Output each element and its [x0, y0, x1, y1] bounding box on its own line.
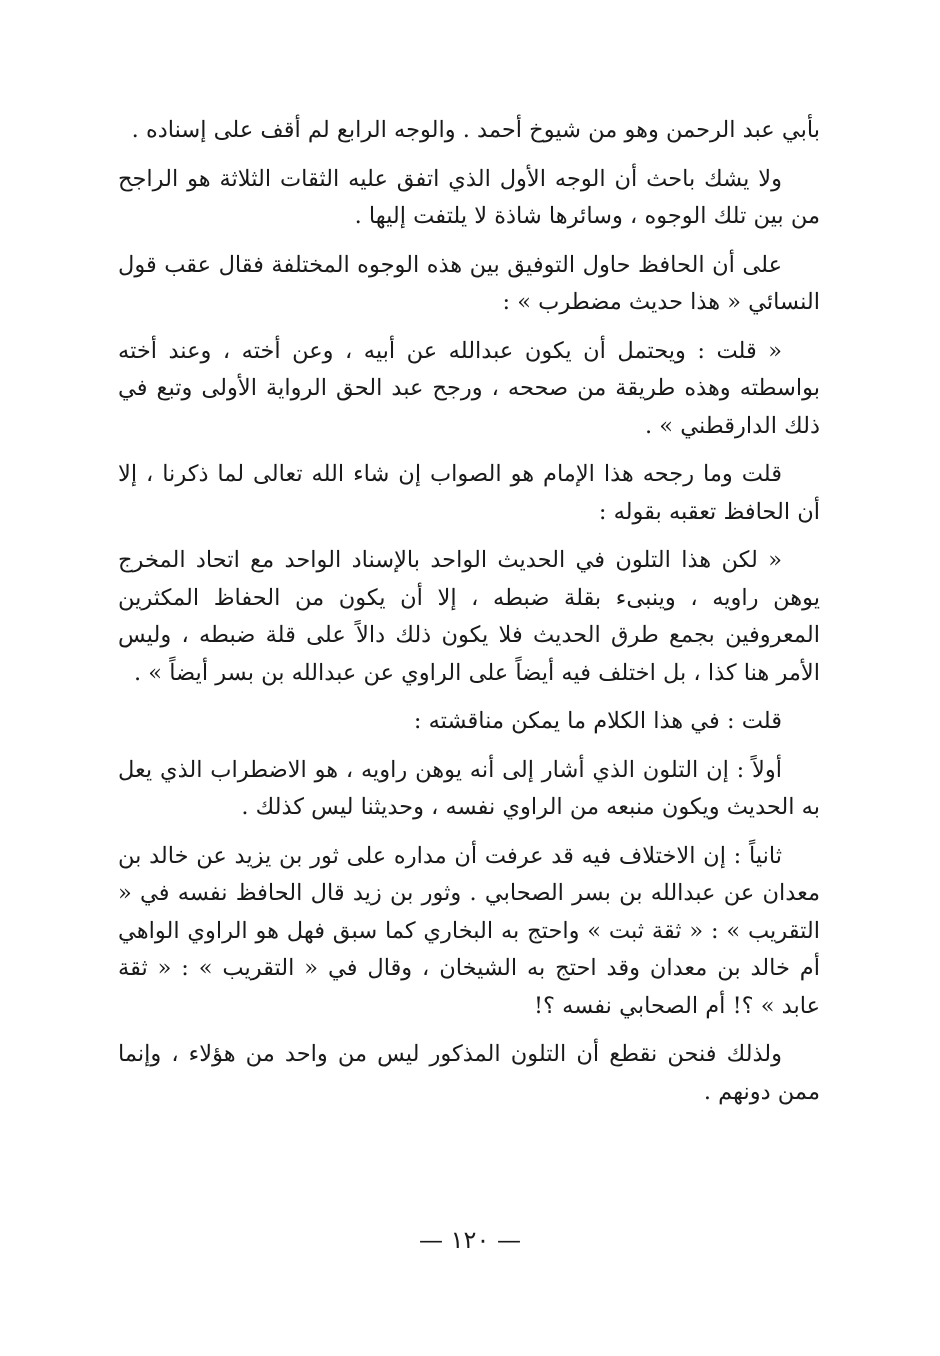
paragraph: قلت وما رجحه هذا الإمام هو الصواب إن شاء الله تعالى لما ذكرنا ، إلا أن الحافظ تعقبه بقوله :: [118, 461, 820, 525]
paragraph-continuation: بأبي عبد الرحمن وهو من شيوخ أحمد . والوجه الرابع لم أقف على إسناده .: [131, 117, 820, 143]
paragraph: ثانياً : إن الاختلاف فيه قد عرفت أن مداره على ثور بن يزيد عن خالد بن معدان عن عبدالله بن بسر الصحابي . وثور بن زيد قال الحافظ نفسه في « التقريب » : « ثقة ثبت » واحتج به البخاري كما سبق فهل هو الراوي الواهي أم خالد بن معدان وقد احتج به الشيخان ، وقال في « التقريب » : « ثقة عابد » ؟! أم الصحابي نفسه ؟!: [118, 842, 820, 1019]
page-number: — ١٢٠ —: [419, 1226, 521, 1254]
paragraph: على أن الحافظ حاول التوفيق بين هذه الوجوه المختلفة فقال عقب قول النسائي « هذا حديث مضطرب » :: [118, 251, 820, 315]
paragraph: ولا يشك باحث أن الوجه الأول الذي اتفق عليه الثقات الثلاثة هو الراجح من بين تلك الوجوه ، وسائرها شاذة لا يلتفت إليها .: [118, 165, 820, 229]
paragraph: قلت : في هذا الكلام ما يمكن مناقشته :: [413, 708, 782, 734]
paragraph: أولاً : إن التلون الذي أشار إلى أنه يوهن راويه ، هو الاضطراب الذي يعل به الحديث ويكون منبعه من الراوي نفسه ، وحديثنا ليس كذلك .: [118, 756, 820, 820]
quoted-paragraph: « لكن هذا التلون في الحديث الواحد بالإسناد الواحد مع اتحاد المخرج يوهن راويه ، وينبىء بقلة ضبطه ، إلا أن يكون من الحفاظ المكثرين المعروفين بجمع طرق الحديث فلا يكون ذلك دالاً على قلة ضبطه ، وليس الأمر هنا كذا ، بل اختلف فيه أيضاً على الراوي عن عبدالله بن بسر أيضاً » .: [118, 547, 820, 686]
quoted-paragraph: « قلت : ويحتمل أن يكون عبدالله عن أبيه ، وعن أخته ، وعند أخته بواسطته وهذه طريقة من صححه ، ورجح عبد الحق الرواية الأولى وتبع في ذلك الدارقطني » .: [118, 337, 820, 439]
paragraph: ولذلك فنحن نقطع أن التلون المذكور ليس من واحد من هؤلاء ، وإنما ممن دونهم .: [118, 1041, 820, 1105]
page-body: [118, 112, 820, 1122]
